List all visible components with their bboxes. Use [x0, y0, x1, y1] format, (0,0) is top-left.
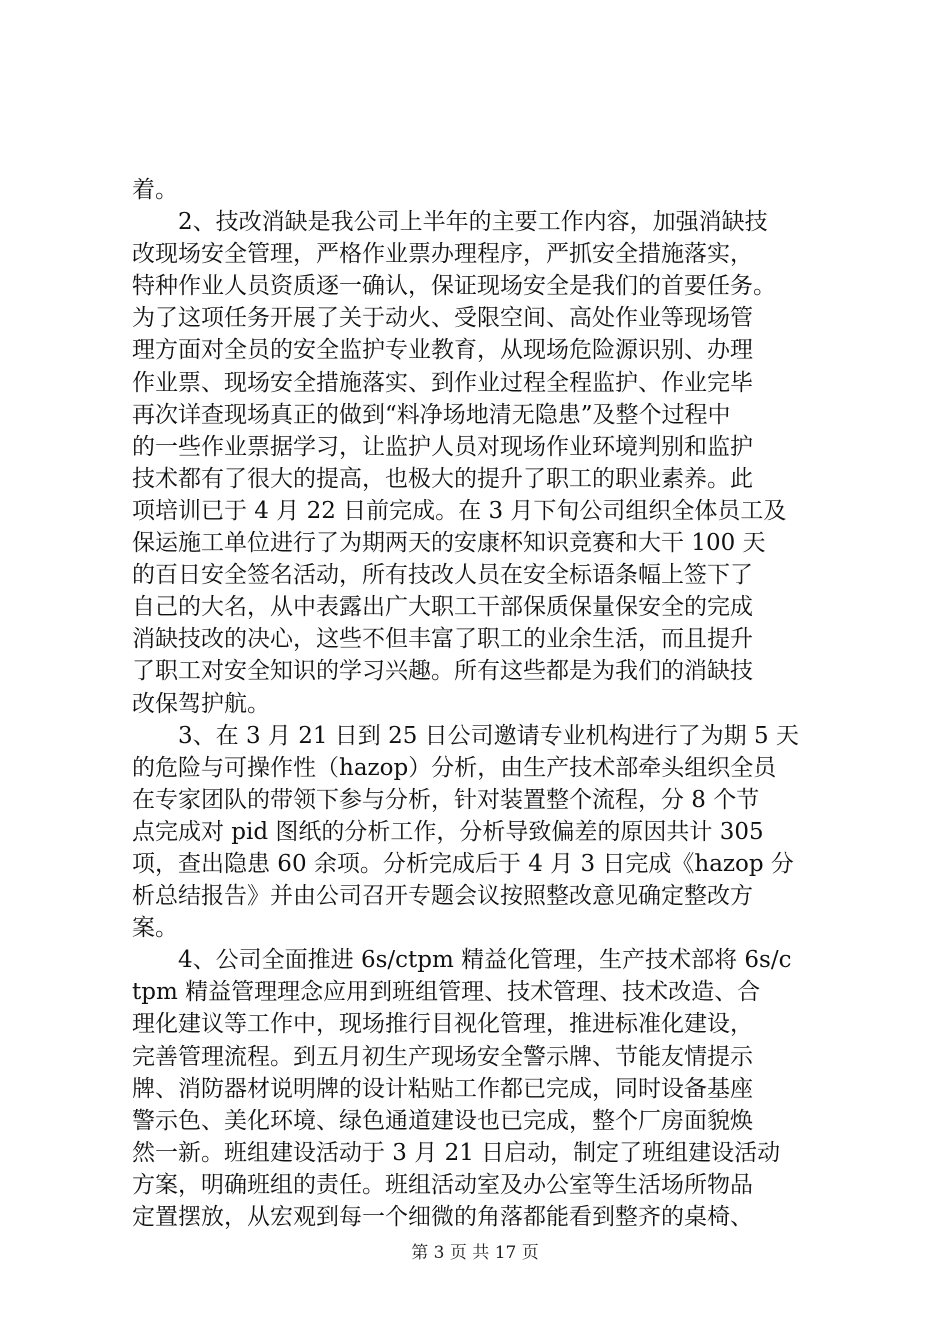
text-line: 理化建议等工作中，现场推行目视化管理，推进标准化建设， — [132, 1011, 753, 1038]
text-line: 了职工对安全知识的学习兴趣。所有这些都是为我们的消缺技 — [132, 658, 753, 685]
text-line: 析总结报告》并由公司召开专题会议按照整改意见确定整改方 — [132, 883, 753, 910]
text-line: 3、在 3 月 21 日到 25 日公司邀请专业机构进行了为期 5 天 — [132, 722, 799, 749]
text-line: 案。 — [132, 915, 178, 942]
text-line: 4、公司全面推进 6s/ctpm 精益化管理，生产技术部将 6s/c — [132, 947, 792, 974]
text-line: 完善管理流程。到五月初生产现场安全警示牌、节能友情提示 — [132, 1043, 753, 1070]
text-line: 的百日安全签名活动，所有技改人员在安全标语条幅上签下了 — [132, 562, 753, 589]
text-line: 着。 — [132, 177, 178, 203]
text-line: 定置摆放，从宏观到每一个细微的角落都能看到整齐的桌椅、 — [132, 1204, 753, 1230]
text-line: 理方面对全员的安全监护专业教育，从现场危险源识别、办理 — [132, 337, 753, 364]
body-text — [132, 174, 844, 1233]
text-line: 特种作业人员资质逐一确认，保证现场安全是我们的首要任务。 — [132, 273, 776, 300]
text-line: 作业票、现场安全措施落实、到作业过程全程监护、作业完毕 — [132, 369, 753, 396]
text-line: 在专家团队的带领下参与分析，针对装置整个流程，分 8 个节 — [132, 786, 760, 813]
text-line: 项培训已于 4 月 22 日前完成。在 3 月下旬公司组织全体员工及 — [132, 497, 787, 524]
text-line: 警示色、美化环境、绿色通道建设也已完成，整个厂房面貌焕 — [132, 1107, 753, 1134]
page-number-footer: 第 3 页 共 17 页 — [411, 1243, 539, 1263]
text-line: 改现场安全管理，严格作业票办理程序，严抓安全措施落实， — [132, 241, 753, 268]
text-line: 项，查出隐患 60 余项。分析完成后于 4 月 3 日完成《hazop 分 — [132, 850, 794, 877]
text-line: tpm 精益管理理念应用到班组管理、技术管理、技术改造、合 — [132, 979, 761, 1006]
text-line: 然一新。班组建设活动于 3 月 21 日启动，制定了班组建设活动 — [132, 1139, 781, 1166]
text-line: 牌、消防器材说明牌的设计粘贴工作都已完成，同时设备基座 — [132, 1075, 753, 1102]
text-line: 自己的大名，从中表露出广大职工干部保质保量保安全的完成 — [132, 594, 753, 621]
text-line: 消缺技改的决心，这些不但丰富了职工的业余生活，而且提升 — [132, 626, 753, 653]
text-line: 方案，明确班组的责任。班组活动室及办公室等生活场所物品 — [132, 1171, 753, 1198]
text-line: 改保驾护航。 — [132, 690, 270, 717]
text-line: 技术都有了很大的提高，也极大的提升了职工的职业素养。此 — [132, 465, 753, 492]
text-line: 2、技改消缺是我公司上半年的主要工作内容，加强消缺技 — [132, 209, 768, 236]
text-line: 再次详查现场真正的做到“料净场地清无隐患”及整个过程中 — [132, 401, 731, 428]
text-line: 为了这项任务开展了关于动火、受限空间、高处作业等现场管 — [132, 305, 753, 332]
text-line: 的危险与可操作性（hazop）分析，由生产技术部牵头组织全员 — [132, 754, 777, 781]
text-line: 点完成对 pid 图纸的分析工作，分析导致偏差的原因共计 305 — [132, 818, 764, 845]
text-line: 保运施工单位进行了为期两天的安康杯知识竞赛和大干 100 天 — [132, 530, 766, 557]
text-line: 的一些作业票据学习，让监护人员对现场作业环境判别和监护 — [132, 433, 753, 460]
